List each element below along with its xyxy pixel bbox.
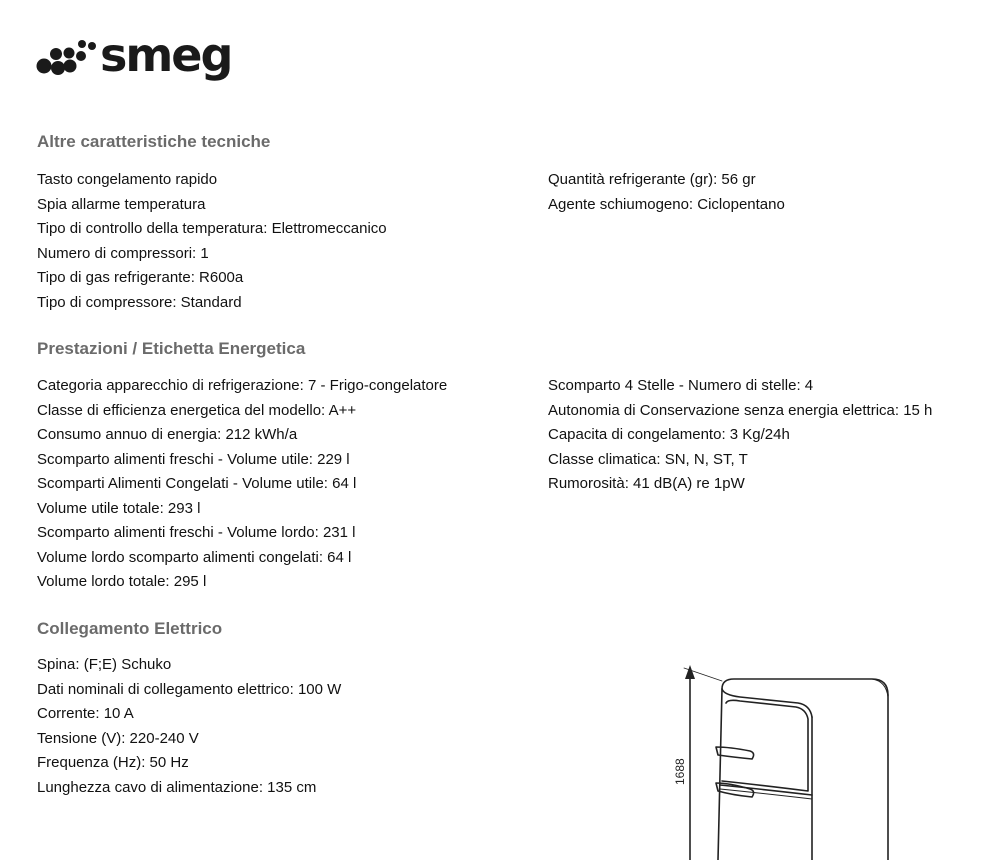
- spec-item: Lunghezza cavo di alimentazione: 135 cm: [37, 778, 317, 796]
- smeg-logo: [36, 26, 266, 82]
- spec-item: Tipo di gas refrigerante: R600a: [37, 269, 244, 286]
- fridge-corner-edge: [872, 679, 888, 697]
- spec-item: Tipo di compressore: Standard: [37, 293, 242, 311]
- spec-item: Scomparto 4 Stelle - Numero di stelle: 4: [548, 377, 814, 394]
- spec-item: Numero di compressori: 1: [37, 244, 209, 262]
- fridge-front-left-edge: [718, 689, 722, 860]
- logo-dots-icon: [37, 40, 97, 75]
- spec-item: Scomparto alimenti freschi - Volume lordo: 231 l: [37, 524, 356, 541]
- spec-item: Frequenza (Hz): 50 Hz: [37, 754, 189, 771]
- spec-item: Classe climatica: SN, N, ST, T: [548, 450, 748, 468]
- section-title-altre-caratteristiche: Altre caratteristiche tecniche: [37, 132, 271, 151]
- logo-wordmark: smeg: [100, 28, 232, 82]
- spec-item: Categoria apparecchio di refrigerazione: 7 - Frigo-congelatore: [37, 377, 448, 394]
- section-title-prestazioni: Prestazioni / Etichetta Energetica: [37, 339, 306, 358]
- spec-item: Tensione (V): 220-240 V: [37, 729, 199, 747]
- spec-item: Volume utile totale: 293 l: [37, 499, 201, 517]
- section-altre-left-list: [37, 168, 387, 315]
- section-title-collegamento-elettrico: Collegamento Elettrico: [37, 619, 223, 638]
- spec-item: Capacita di congelamento: 3 Kg/24h: [548, 426, 790, 443]
- spec-item: Spina: (F;E) Schuko: [37, 656, 172, 673]
- section-altre-right-list: [548, 168, 785, 217]
- freezer-handle-icon: [716, 747, 754, 759]
- height-dimension-label: 1688: [673, 758, 687, 785]
- spec-item: Tipo di controllo della temperatura: Elettromeccanico: [37, 220, 387, 237]
- spec-item: Spia allarme temperatura: [37, 195, 206, 213]
- arrow-up-icon: [685, 665, 695, 679]
- fridge-dimension-drawing: [660, 655, 910, 860]
- spec-item: Corrente: 10 A: [37, 705, 134, 722]
- spec-item: Dati nominali di collegamento elettrico: 100 W: [37, 680, 342, 698]
- spec-item: Consumo annuo di energia: 212 kWh/a: [37, 426, 298, 443]
- spec-item: Tasto congelamento rapido: [37, 171, 218, 188]
- fridge-top-edge: [722, 679, 888, 695]
- spec-item: Scomparto alimenti freschi - Volume utile: 229 l: [37, 450, 350, 468]
- spec-item: Scomparti Alimenti Congelati - Volume utile: 64 l: [37, 475, 357, 492]
- spec-item: Classe di efficienza energetica del modello: A++: [37, 401, 357, 419]
- section-prestazioni-right-list: [548, 374, 932, 497]
- spec-item: Quantità refrigerante (gr): 56 gr: [548, 171, 756, 188]
- spec-item: Agente schiumogeno: Ciclopentano: [548, 195, 785, 213]
- section-collegamento-left-list: [37, 653, 341, 800]
- section-prestazioni-left-list: [37, 374, 447, 595]
- spec-item: Volume lordo scomparto alimenti congelati: 64 l: [37, 548, 352, 566]
- spec-item: Volume lordo totale: 295 l: [37, 573, 207, 590]
- spec-item: Rumorosità: 41 dB(A) re 1pW: [548, 475, 745, 492]
- spec-item: Autonomia di Conservazione senza energia elettrica: 15 h: [548, 401, 933, 419]
- fridge-top-front-edge: [722, 689, 812, 717]
- freezer-door: [722, 700, 808, 791]
